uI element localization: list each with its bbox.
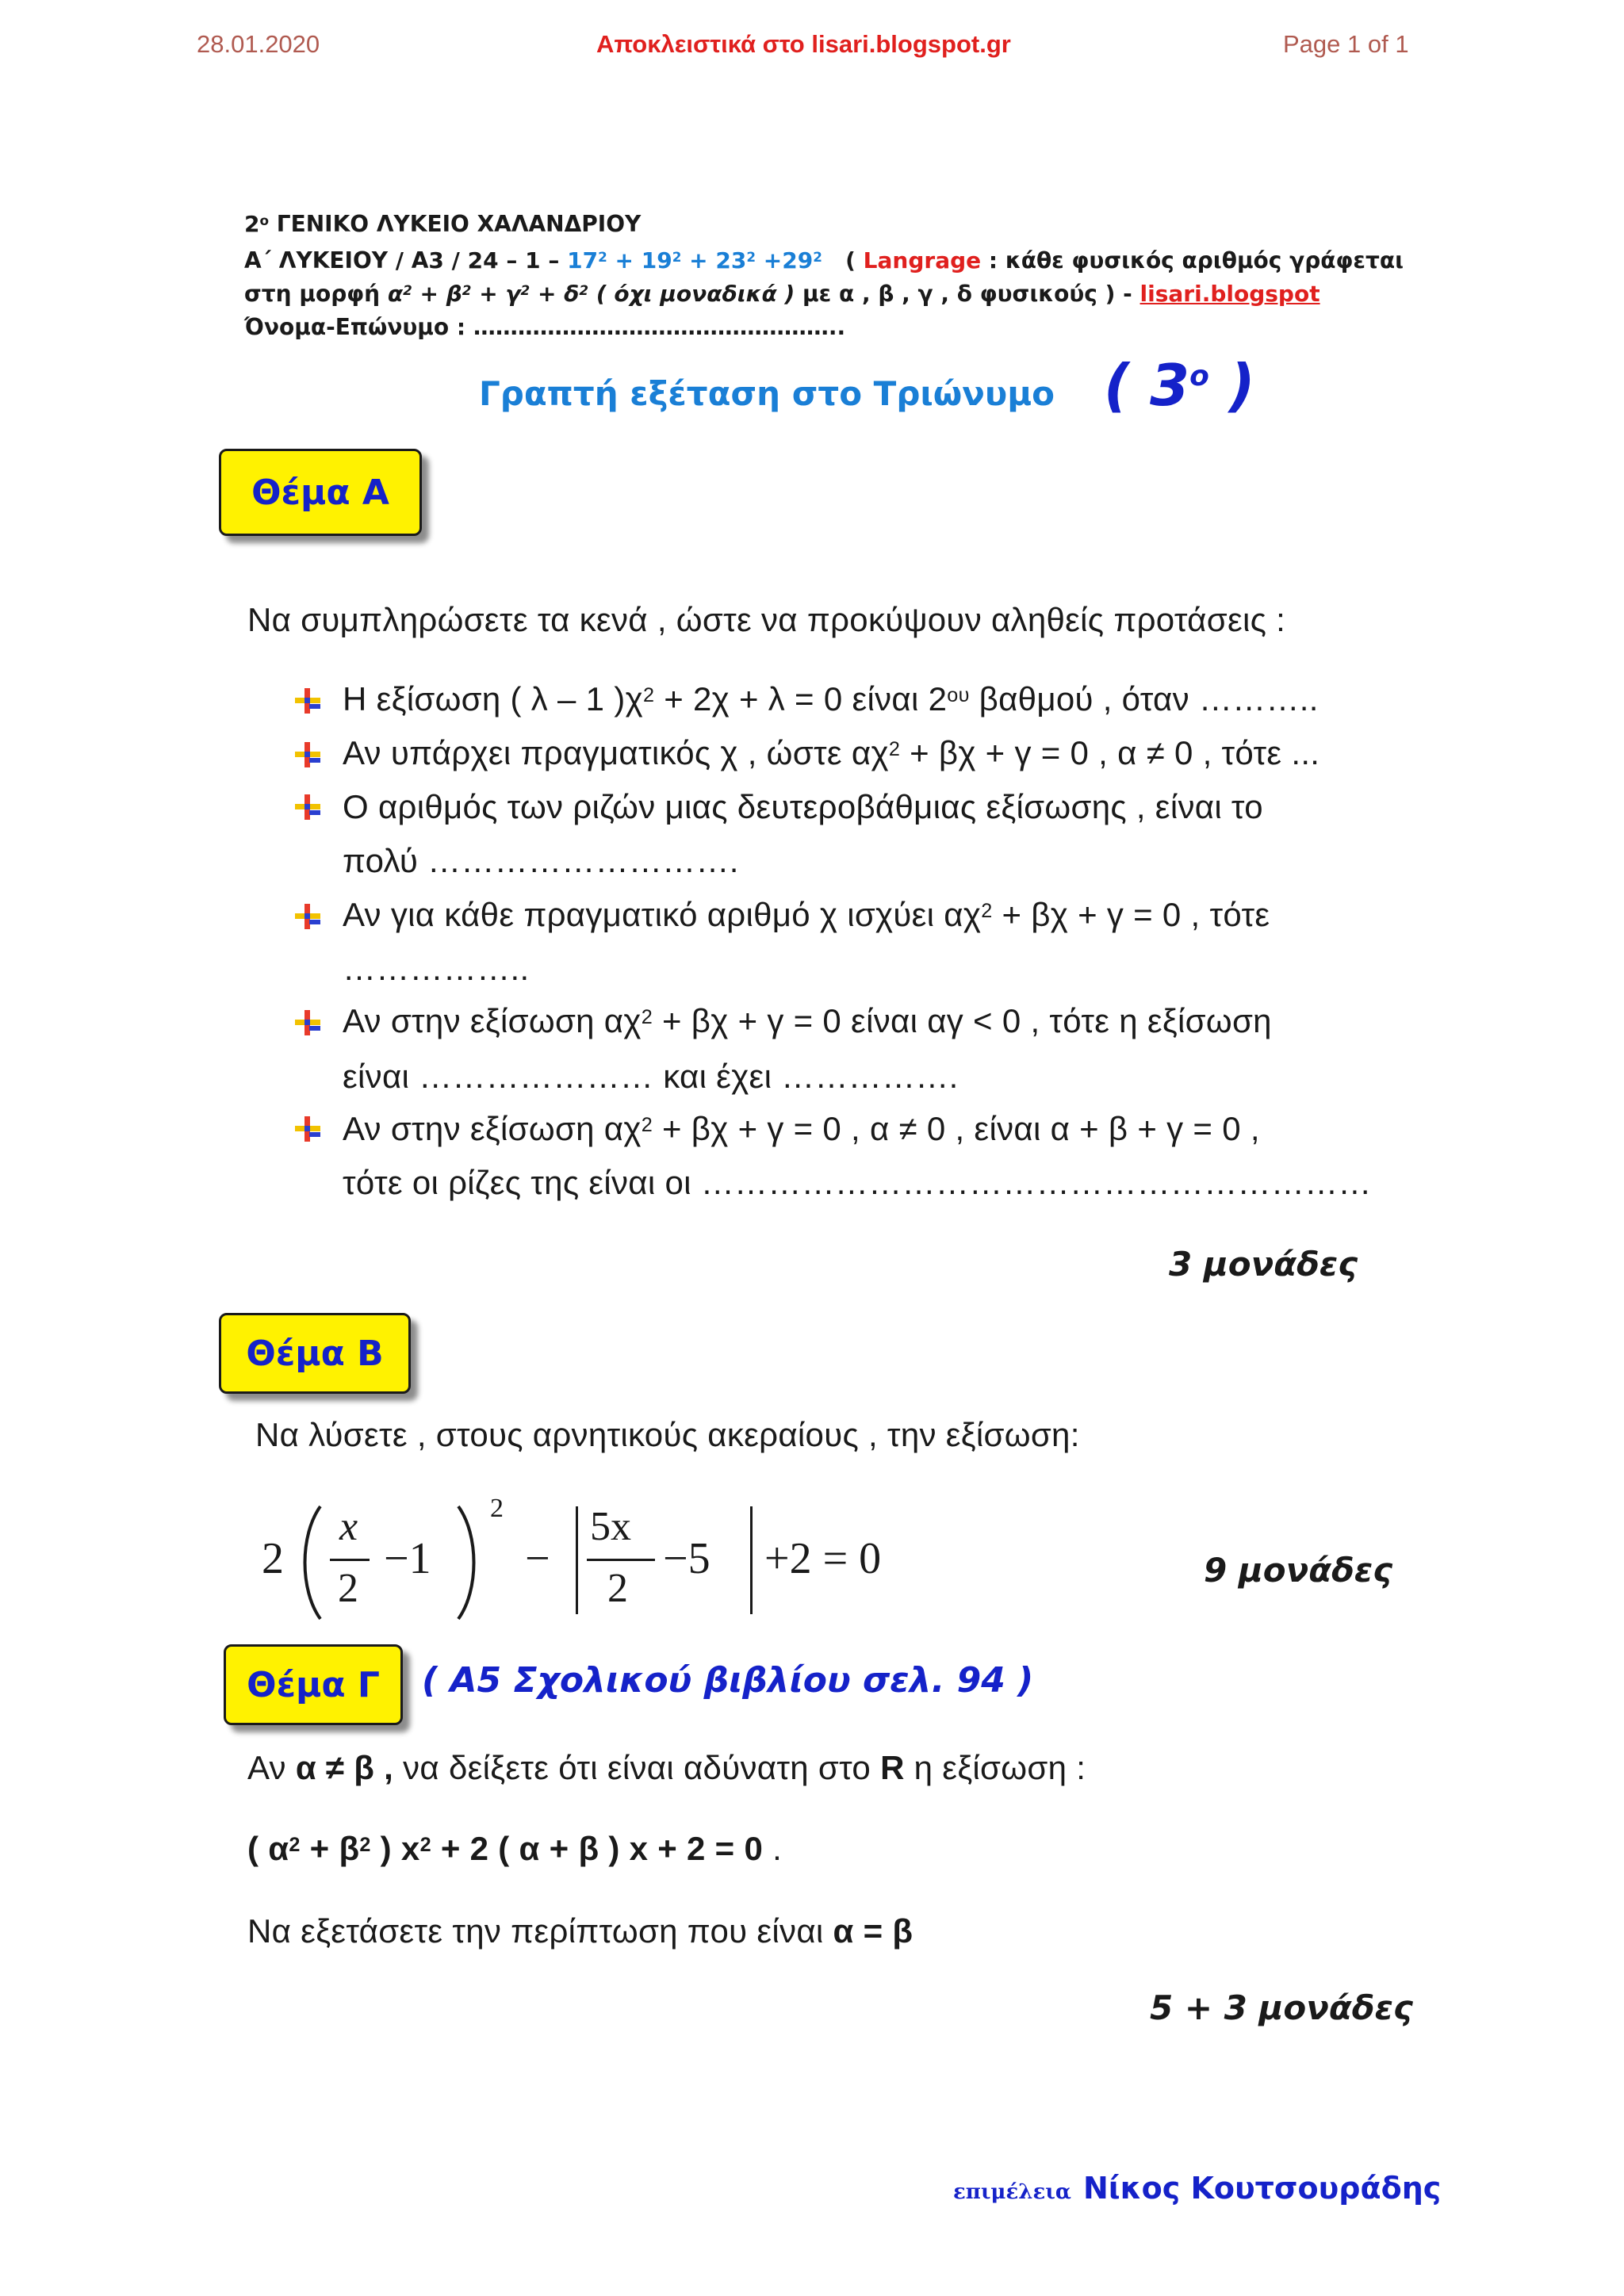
eq-tail: +2 = 0 [764, 1534, 882, 1583]
name-line: Όνομα-Επώνυμο : ………………………………………….. [244, 314, 846, 340]
thema-g-reference: ( Α5 Σχολικού βιβλίου σελ. 94 ) [422, 1660, 1034, 1701]
form-line: στη μορφή $\alpha^2 + \beta^2 + \gamma^2 + \delta^2$ ( όχι μοναδικά ) με α , β , γ , δ φυσικούς ) - lisari.blogspot [244, 281, 1320, 307]
thema-a-points: 3 μονάδες [1169, 1245, 1358, 1284]
header-site[interactable]: Αποκλειστικά στο lisari.blogspot.gr [596, 30, 1011, 58]
thema-b-label: Θέμα Β [219, 1313, 411, 1394]
blank-item-6: Αν στην εξίσωση $\alpha\chi^2 + \beta\chi + \gamma = 0$ , α ≠ 0 , είναι α + β + γ = 0 , [343, 1110, 1260, 1147]
eq-exponent: 2 [490, 1494, 504, 1523]
blog-link[interactable]: lisari.blogspot [1139, 281, 1320, 307]
blank-item-6-cont: τότε οι ρίζες της είναι οι …………………………………………………… [343, 1164, 1372, 1201]
thema-b-intro: Να λύσετε , στους αρνητικούς ακεραίους , την εξίσωση: [255, 1416, 1080, 1453]
bullet-icon [293, 1008, 322, 1037]
thema-a-label: Θέμα Α [219, 449, 422, 536]
bullet-icon [293, 687, 322, 715]
abs-bar-left [576, 1506, 578, 1614]
blank-item-1: Η εξίσωση ( λ – 1 )$\chi^2 + 2\chi + \lambda = 0$ είναι $2^{o\upsilon}$ βαθμού , όταν ……….. [343, 680, 1319, 718]
eq-minus-five: −5 [663, 1534, 710, 1583]
thema-g-case: Να εξετάσετε την περίπτωση που είναι α = β [247, 1912, 914, 1950]
eq-abs-num: 5x [590, 1504, 631, 1549]
thema-g-points: 5 + 3 μονάδες [1150, 1988, 1413, 2027]
page-title: Γραπτή εξέταση στο Τριώνυμο [479, 374, 1055, 413]
bullet-icon [293, 1115, 322, 1143]
lagrange-name: Langrage [863, 247, 982, 274]
thema-g-statement: Αν α ≠ β , να δείξετε ότι είναι αδύνατη στο R η εξίσωση : [247, 1749, 1086, 1786]
eq-right-paren [454, 1503, 485, 1622]
school-line: $2^o$ ΓΕΝΙΚΟ ΛΥΚΕΙΟ ΧΑΛΑΝΔΡΙΟΥ [244, 211, 642, 237]
lagrange-sum: $17^2 + 19^2 + 23^2 +29^2$ [567, 247, 822, 274]
blank-item-5-cont: είναι ………………… και έχει ……………. [343, 1058, 959, 1095]
eq-left-paren [293, 1503, 325, 1622]
footer-by: επιμέλεια [953, 2180, 1071, 2204]
blank-item-2: Αν υπάρχει πραγματικός χ , ώστε $\alpha\chi^2 + \beta\chi + \gamma = 0$ , α ≠ 0 , τότε ... [343, 734, 1320, 771]
footer-author: Νίκος Κουτσουράδης [1083, 2171, 1442, 2206]
abs-bar-right [750, 1506, 753, 1614]
thema-b-points: 9 μονάδες [1204, 1551, 1393, 1590]
thema-a-intro: Να συμπληρώσετε τα κενά , ώστε να προκύψουν αληθείς προτάσεις : [247, 601, 1286, 638]
eq-minus: − [525, 1534, 550, 1583]
blank-item-3: Ο αριθμός των ριζών μιας δευτεροβάθμιας εξίσωσης , είναι το [343, 788, 1263, 825]
bullet-icon [293, 740, 322, 769]
thema-g-label: Θέμα Γ [224, 1644, 403, 1725]
bullet-icon [293, 902, 322, 931]
bullet-icon [293, 793, 322, 821]
blank-item-4: Αν για κάθε πραγματικό αριθμό χ ισχύει $\alpha\chi^2 + \beta\chi + \gamma = 0$ , τότε [343, 896, 1270, 933]
school-number: 2 [244, 211, 260, 237]
header-page: Page 1 of 1 [1283, 30, 1409, 58]
blank-item-5: Αν στην εξίσωση $\alpha\chi^2 + \beta\chi + \gamma = 0$ είναι αγ < 0 , τότε η εξίσωση [343, 1002, 1272, 1039]
blank-item-3-cont: πολύ ………………………. [343, 842, 739, 879]
header-date: 28.01.2020 [197, 30, 320, 58]
thema-b-equation [260, 1494, 974, 1624]
exam-number: ( $3^o$ ) [1104, 352, 1255, 419]
eq-minus-one: −1 [384, 1534, 431, 1583]
blank-item-4-cont: …………….. [343, 950, 530, 987]
eq-abs-den: 2 [607, 1566, 628, 1611]
thema-g-equation: ( $\alpha^2 + \beta^2$ ) $x^2 + 2$ ( α + β ) x + 2 = 0 . [247, 1830, 783, 1867]
school-name: ΓΕΝΙΚΟ ΛΥΚΕΙΟ ΧΑΛΑΝΔΡΙΟΥ [276, 211, 642, 237]
eq-coefficient: 2 [262, 1534, 284, 1583]
eq-frac-num: x [339, 1504, 358, 1549]
eq-frac-den: 2 [338, 1566, 358, 1611]
class-line: Α΄ $\Lambda\Upsilon KEIO\Upsilon / A3 / 24 - 1 - 17^2 + 19^2 + 23^2 +29^2$ ( Langrage : κάθε φυσικός αριθμός γράφεται [244, 247, 1404, 274]
